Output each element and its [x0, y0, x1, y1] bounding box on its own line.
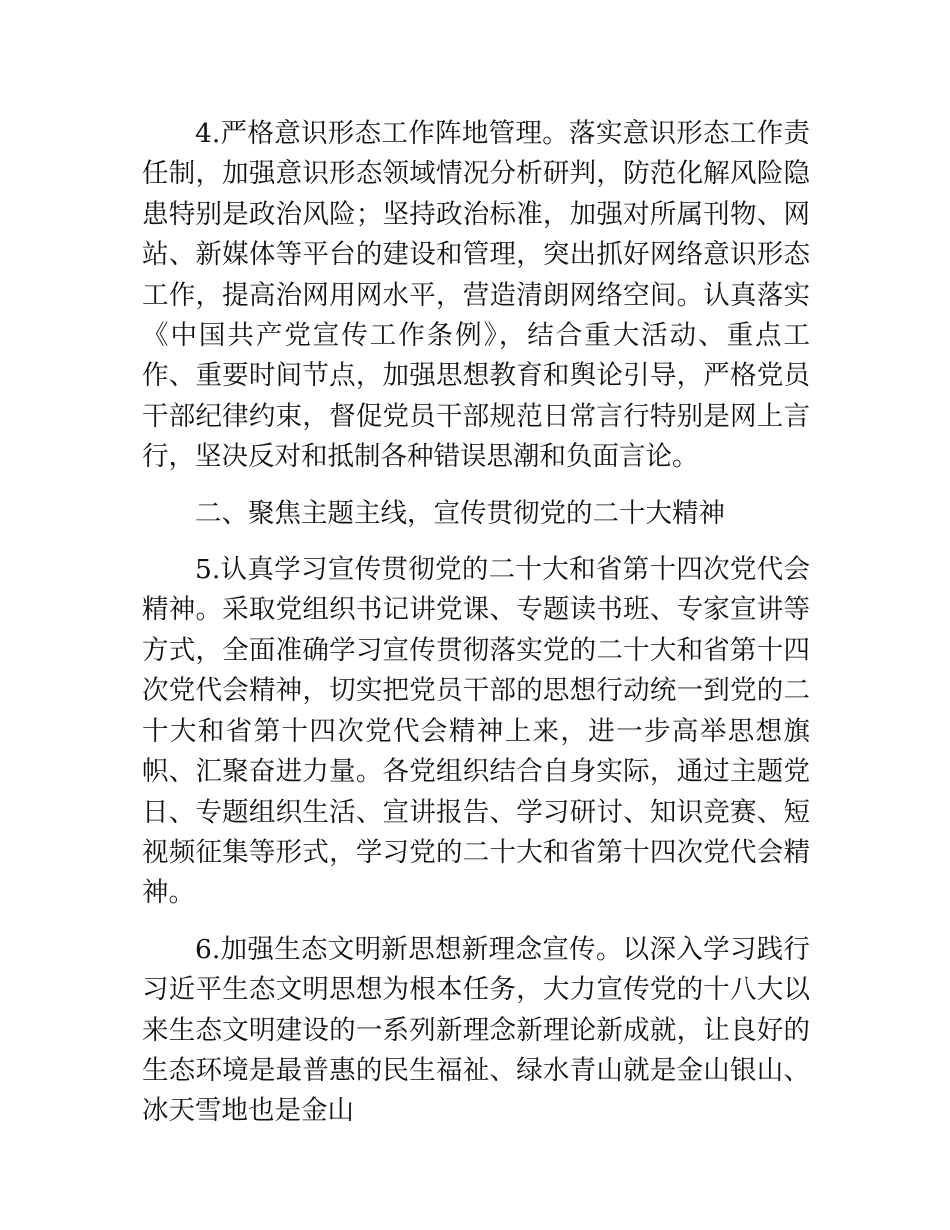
paragraph-gap [142, 914, 810, 930]
section-heading: 二、聚焦主题主线，宣传贯彻党的二十大精神 [195, 497, 725, 529]
paragraph-gap [142, 478, 810, 494]
paragraph-6: 6.加强生态文明新思想新理念宣传。以深入学习践行习近平生态文明思想为根本任务，大力宣传党的十八大以来生态文明建设的一系列新理念新理论新成就，让良好的生态环境是最普惠的民生福祉、绿水青山就是金山银山、冰天雪地也是金山 [142, 933, 810, 1127]
paragraph-gap [142, 534, 810, 550]
paragraph-4: 4.严格意识形态工作阵地管理。落实意识形态工作责任制，加强意识形态领域情况分析研判，防范化解风险隐患特别是政治风险；坚持政治标准，加强对所属刊物、网站、新媒体等平台的建设和管理，突出抓好网络意识形态工作，提高治网用网水平，营造清朗网络空间。认真落实《中国共产党宣传工作条例》，结合重大活动、重点工作、重要时间节点，加强思想教育和舆论引导，严格党员干部纪律约束，督促党员干部规范日常言行特别是网上言行，坚决反对和抵制各种错误思潮和负面言论。 [142, 118, 810, 473]
document-body [142, 114, 810, 1132]
paragraph-5: 5.认真学习宣传贯彻党的二十大和省第十四次党代会精神。采取党组织书记讲党课、专题读书班、专家宣讲等方式，全面准确学习宣传贯彻落实党的二十大和省第十四次党代会精神，切实把党员干部的思想行动统一到党的二十大和省第十四次党代会精神上来，进一步高举思想旗帜、汇聚奋进力量。各党组织结合自身实际，通过主题党日、专题组织生活、宣讲报告、学习研讨、知识竞赛、短视频征集等形式，学习党的二十大和省第十四次党代会精神。 [142, 554, 810, 909]
